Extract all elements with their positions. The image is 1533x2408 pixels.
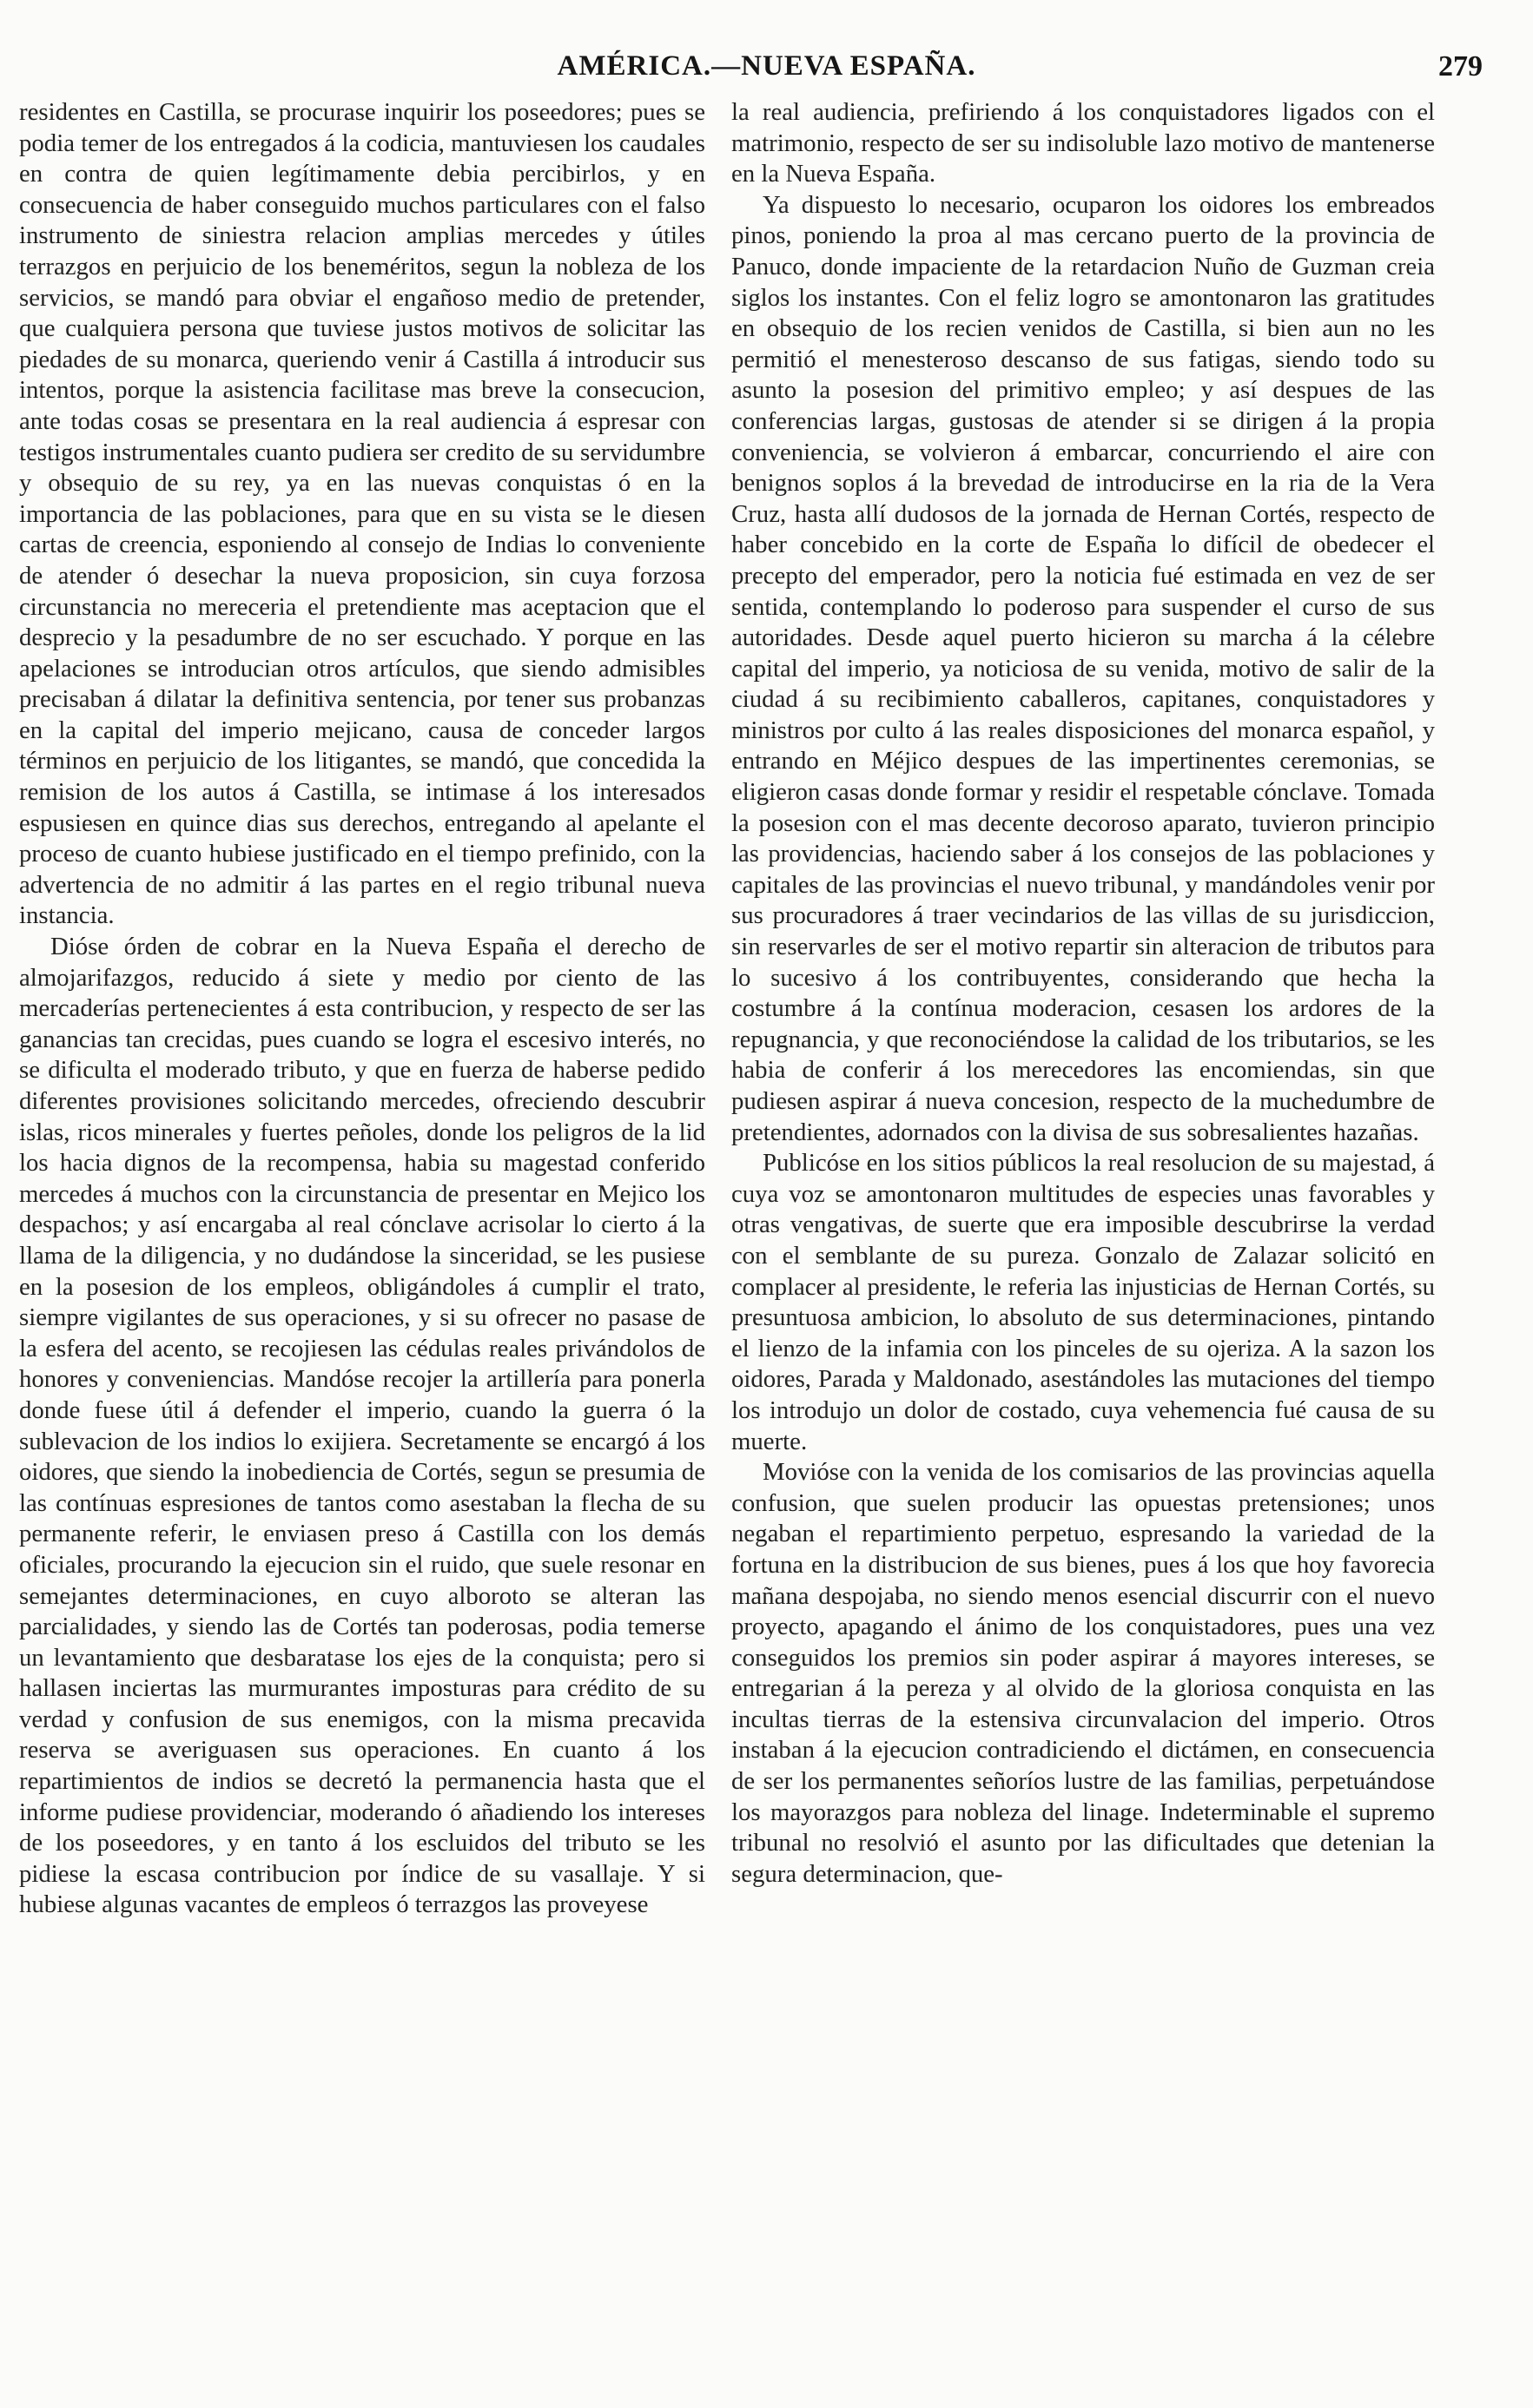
paragraph: Ya dispuesto lo necesario, ocuparon los oidores los embreados pinos, poniendo la proa al mas cercano puerto de la provincia de Panuco, donde impaciente de la retardacion Nuño de Guzman creia siglos los instantes. Con el feliz logro se amontonaron las gratitudes en obsequio de los recien venidos de Castilla, si bien aun no les permitió el menesteroso descanso de sus fatigas, siendo todo su asunto la posesion del primitivo empleo; y así despues de las conferencias largas, gustosas de atender si se dirigen á la propia conveniencia, se volvieron á embarcar, concurriendo el aire con benignos soplos á la brevedad de introducirse en la ria de la Vera Cruz, hasta allí dudosos de la jornada de Hernan Cortés, respecto de haber concebido en la corte de España lo difícil de obedecer el precepto del emperador, pero la noticia fué estimada en vez de ser sentida, contemplando lo poderoso para suspender el curso de sus autoridades. Desde aquel puerto hicieron su marcha á la célebre capital del imperio, ya noticiosa de su venida, motivo de salir de la ciudad á su recibimiento caballeros, capitanes, conquistadores y ministros por culto á las reales disposiciones del monarca español, y entrando en Méjico despues de las impertinentes ceremonias, se eligieron casas donde formar y residir el respetable cónclave. Tomada la posesion con el mas decente decoroso aparato, tuvieron principio las providencias, haciendo saber á los consejos de las poblaciones y capitales de las provincias el nuevo tribunal, y mandándoles venir por sus procuradores á traer vecindarios de las villas de su jurisdiccion, sin reservarles de ser el motivo repartir sin alteracion de tributos para lo sucesivo á los contribuyentes, considerando que hecha la costumbre á la contínua moderacion, cesasen los ardores de la repugnancia, y que reconociéndose la calidad de los tributarios, se les habia de conferir á los merecedores las encomiendas, sin que pudiesen aspirar á nueva concesion, respecto de la muchedumbre de pretendientes, adornados con la divisa de sus sobresalientes hazañas. <box>731 190 1435 1146</box>
paragraph: Publicóse en los sitios públicos la real resolucion de su majestad, á cuya voz se amontonaron multitudes de especies unas favorables y otras vengativas, de suerte que era imposible descubrirse la verdad con el semblante de su pureza. Gonzalo de Zalazar solicitó en complacer al presidente, le referia las injusticias de Hernan Cortés, su presuntuosa ambicion, lo absoluto de sus determinaciones, pintando el lienzo de la infamia con los pinceles de su ojeriza. A la sazon los oidores, Parada y Maldonado, asestándoles las mutaciones del tiempo los introdujo un dolor de costado, cuya vehemencia fué causa de su muerte. <box>731 1149 1435 1455</box>
page-title: AMÉRICA.—NUEVA ESPAÑA. <box>557 50 976 82</box>
paragraph: Movióse con la venida de los comisarios de las provincias aquella confusion, que suelen producir las opuestas pretensiones; unos negaban el repartimiento perpetuo, espresando la variedad de la fortuna en la distribucion de sus bienes, pues á los que hoy favorecia mañana despojaba, no siendo menos esencial discurrir con el nuevo proyecto, apagando el ánimo de los conquistadores, pues una vez conseguidos los premios sin poder aspirar á mayores intereses, se entregarian á la pereza y al olvido de la gloriosa conquista en las incultas tierras de la estensiva circunvalacion del imperio. Otros instaban á la ejecucion contradiciendo el dictámen, en consecuencia de ser los permanentes señoríos lustre de las familias, perpetuándose los mayorazgos para nobleza del linage. Indeterminable el supremo tribunal no resolvió el asunto por las dificultades que detenian la segura determinacion, que- <box>731 1458 1435 1888</box>
running-header <box>0 50 1533 94</box>
left-column <box>19 97 705 2316</box>
paragraph: residentes en Castilla, se procurase inquirir los poseedores; pues se podia temer de los entregados á la codicia, mantuviesen los caudales en contra de quien legítimamente debia percibirlos, y en consecuencia de haber conseguido muchos particulares con el falso instrumento de siniestra relacion amplias mercedes y útiles terrazgos en perjuicio de los beneméritos, segun la nobleza de los servicios, se mandó para obviar el engañoso medio de pretender, que cualquiera persona que tuviese justos motivos de solicitar las piedades de su monarca, queriendo venir á Castilla á introducir sus intentos, porque la asistencia facilitase mas breve la consecucion, ante todas cosas se presentara en la real audiencia á espresar con testigos instrumentales cuanto pudiera ser credito de su servidumbre y obsequio de su rey, ya en las nuevas conquistas ó en la importancia de las poblaciones, para que en su vista se le diesen cartas de creencia, esponiendo al consejo de Indias lo conveniente de atender ó desechar la nueva proposicion, sin cuya forzosa circunstancia no mereceria el pretendiente mas aceptacion que el desprecio y la pesadumbre de no ser escuchado. Y porque en las apelaciones se introducian otros artículos, que siendo admisibles precisaban á dilatar la definitiva sentencia, por tener sus probanzas en la capital del imperio mejicano, causa de conceder largos términos en perjuicio de los litigantes, se mandó, que concedida la remision de los autos á Castilla, se intimase á los interesados espusiesen en quince dias sus derechos, entregando al apelante el proceso de cuanto hubiese justificado en el tiempo prefinido, con la advertencia de no admitir á las partes en el regio tribunal nueva instancia. <box>19 98 705 930</box>
paragraph: Dióse órden de cobrar en la Nueva España el derecho de almojarifazgos, reducido á siete y medio por ciento de las mercaderías pertenecientes á esta contribucion, y respecto de ser las ganancias tan crecidas, pues cuando se logra el escesivo interés, no se dificulta el moderado tributo, y que en fuerza de haberse pedido diferentes provisiones solicitando mercedes, ofreciendo descubrir islas, ricos minerales y fuertes peñoles, donde los peligros de la lid los hacia dignos de la recompensa, habia su magestad conferido mercedes á muchos con la circunstancia de presentar en Mejico los despachos; y así encargaba al real cónclave acrisolar lo cierto á la llama de la diligencia, y no dudándose la sinceridad, se les pusiese en la posesion de los empleos, obligándoles á cumplir el trato, siempre vigilantes de sus operaciones, y si su ofrecer no pasase de la esfera del acento, se recojiesen las cédulas reales privándolos de honores y conveniencias. Mandóse recojer la artillería para ponerla donde fuese útil á defender el imperio, cuando la guerra ó la sublevacion de los indios lo exijiera. Secretamente se encargó á los oidores, que siendo la inobediencia de Cortés, segun se presumia de las contínuas espresiones de tantos como asestaban la flecha de su permanente referir, le enviasen preso á Castilla con los demás oficiales, procurando la ejecucion sin el ruido, que suele resonar en semejantes determinaciones, en cuyo alboroto se alteran las parcialidades, y siendo las de Cortés tan poderosas, podia temerse un levantamiento que desbaratase los ejes de la conquista; pero si hallasen inciertas las murmurantes imposturas para crédito de su verdad y confusion de sus enemigos, con la misma precavida reserva se averiguasen sus operaciones. En cuanto á los repartimientos de indios se decretó la permanencia hasta que el informe pudiese providenciar, moderando ó añadiendo los intereses de los poseedores, y en tanto á los escluidos del tributo se les pidiese la escasa contribucion por índice de su vasallaje. Y si hubiese algunas vacantes de empleos ó terrazgos las proveyese <box>19 933 705 1919</box>
paragraph: la real audiencia, prefiriendo á los conquistadores ligados con el matrimonio, respecto de ser su indisoluble lazo motivo de mantenerse en la Nueva España. <box>731 98 1435 188</box>
right-column <box>731 97 1435 2316</box>
page-number: 279 <box>1438 50 1483 82</box>
